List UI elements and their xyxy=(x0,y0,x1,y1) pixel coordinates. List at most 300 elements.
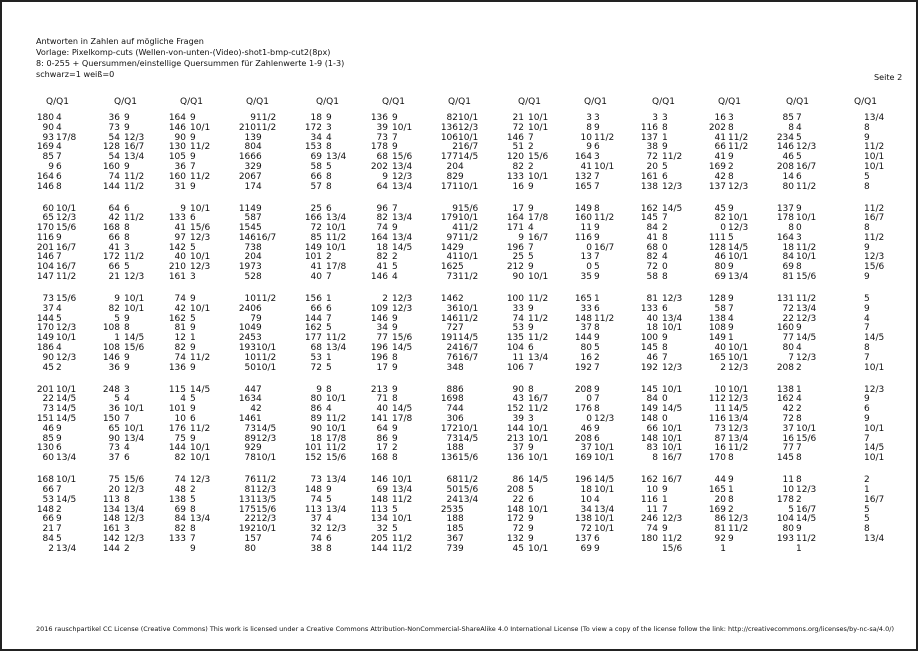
value-quersumme: 2 xyxy=(392,252,398,263)
value-number: 5 xyxy=(788,504,794,515)
value-quersumme: 8 xyxy=(458,394,464,405)
value-number: 135 xyxy=(506,333,524,344)
value-quersumme: 14/5 xyxy=(256,423,277,434)
value-quersumme: 8 xyxy=(796,262,802,273)
value-quersumme: 9 xyxy=(864,272,870,282)
value-quersumme: 2 xyxy=(56,504,62,515)
value-number: 16 xyxy=(580,352,592,363)
value-quersumme: 11/2 xyxy=(662,152,683,163)
value-quersumme: 8 xyxy=(392,394,398,405)
value-number: 146 xyxy=(370,475,388,486)
value-quersumme: 9 xyxy=(528,443,534,454)
value-quersumme: 11/2 xyxy=(256,294,277,305)
value-quersumme: 16/7 xyxy=(458,352,479,363)
value-quersumme: 5 xyxy=(864,171,870,182)
value-quersumme: 4 xyxy=(796,394,802,405)
value-number: 68 xyxy=(310,343,322,353)
column-header: Q/Q1 xyxy=(584,97,607,107)
value-number: 74 xyxy=(646,524,658,535)
value-number: 36 xyxy=(108,404,120,415)
value-quersumme: 13/4 xyxy=(864,533,885,544)
value-quersumme: 10/1 xyxy=(594,443,615,454)
value-quersumme: 9 xyxy=(662,484,668,495)
value-number: 162 xyxy=(168,313,186,324)
value-quersumme: 8 xyxy=(864,181,870,192)
value-quersumme: 2 xyxy=(190,484,196,495)
value-quersumme: 10/1 xyxy=(256,362,277,373)
value-number: 17 xyxy=(244,181,256,192)
value-quersumme: 17/8 xyxy=(326,433,347,444)
value-quersumme: 11/2 xyxy=(458,475,479,486)
value-quersumme: 13/4 xyxy=(796,303,817,314)
value-number: 148 xyxy=(506,504,524,515)
value-quersumme: 9 xyxy=(256,443,262,454)
value-quersumme: 7 xyxy=(594,181,600,192)
value-number: 45 xyxy=(512,543,524,554)
value-number: 10 xyxy=(174,414,186,424)
value-number: 13 xyxy=(244,132,256,143)
value-quersumme: 14/5 xyxy=(728,404,749,415)
value-quersumme: 11/2 xyxy=(864,203,885,214)
value-number: 97 xyxy=(446,232,458,243)
value-quersumme: 11/2 xyxy=(864,232,885,243)
value-quersumme: 7 xyxy=(594,171,600,182)
value-quersumme: 5 xyxy=(392,262,398,273)
value-quersumme: 17/8 xyxy=(326,262,347,273)
value-number: 145 xyxy=(640,343,658,353)
value-quersumme: 9 xyxy=(864,303,870,314)
value-quersumme: 11/2 xyxy=(256,475,277,486)
value-number: 100 xyxy=(506,294,524,305)
value-number: 18 xyxy=(446,443,458,454)
value-number: 46 xyxy=(646,352,658,363)
value-quersumme: 10/1 xyxy=(392,122,413,133)
value-number: 5 xyxy=(114,313,120,324)
value-number: 128 xyxy=(708,242,726,253)
value-number: 133 xyxy=(640,303,658,314)
value-number: 205 xyxy=(370,533,388,544)
value-quersumme: 7 xyxy=(392,132,398,143)
value-quersumme: 14/5 xyxy=(728,242,749,253)
value-quersumme: 2 xyxy=(56,362,62,373)
value-number: 162 xyxy=(776,394,794,405)
value-number: 171 xyxy=(440,181,458,192)
value-quersumme: 1 xyxy=(864,484,870,495)
value-quersumme: 10/1 xyxy=(528,113,549,123)
value-quersumme: 9 xyxy=(728,475,734,486)
value-quersumme: 8 xyxy=(662,232,668,243)
value-number: 8 xyxy=(788,223,794,234)
value-quersumme: 9 xyxy=(528,514,534,525)
value-quersumme: 10/1 xyxy=(864,453,885,464)
value-quersumme: 3 xyxy=(728,113,734,123)
value-quersumme: 9 xyxy=(190,433,196,444)
value-number: 169 xyxy=(708,161,726,172)
value-number: 147 xyxy=(36,272,54,282)
value-number: 197 xyxy=(238,262,256,273)
value-quersumme: 16/7 xyxy=(528,232,549,243)
value-quersumme: 10/1 xyxy=(458,213,479,224)
value-quersumme: 12/3 xyxy=(190,475,211,486)
value-quersumme: 13/4 xyxy=(594,504,615,515)
value-quersumme: 14/5 xyxy=(458,152,479,163)
value-quersumme: 16/7 xyxy=(796,504,817,515)
value-number: 86 xyxy=(714,514,726,525)
value-number: 138 xyxy=(640,181,658,192)
value-number: 42 xyxy=(108,213,120,224)
value-quersumme: 13/4 xyxy=(528,352,549,363)
value-number: 0 xyxy=(586,394,592,405)
value-number: 72 xyxy=(310,362,322,373)
column-header: Q/Q1 xyxy=(382,97,405,107)
value-quersumme: 9 xyxy=(56,232,62,243)
value-quersumme: 8 xyxy=(796,453,802,464)
value-quersumme: 14/5 xyxy=(662,404,683,415)
value-number: 115 xyxy=(168,384,186,395)
value-number: 134 xyxy=(370,514,388,525)
value-quersumme: 2 xyxy=(124,543,130,554)
value-number: 81 xyxy=(174,323,186,334)
value-quersumme: 7 xyxy=(528,362,534,373)
value-quersumme: 10/1 xyxy=(124,303,145,314)
value-number: 85 xyxy=(42,433,54,444)
value-quersumme: 12/3 xyxy=(124,272,145,282)
value-quersumme: 12/3 xyxy=(594,414,615,424)
value-number: 136 xyxy=(440,122,458,133)
value-number: 202 xyxy=(370,161,388,172)
value-quersumme: 10/1 xyxy=(594,453,615,464)
value-quersumme: 10/1 xyxy=(528,171,549,182)
value-number: 170 xyxy=(36,223,54,234)
value-number: 130 xyxy=(36,443,54,454)
value-number: 74 xyxy=(108,171,120,182)
value-quersumme: 1 xyxy=(190,333,196,344)
value-quersumme: 6 xyxy=(796,171,802,182)
value-quersumme: 2 xyxy=(796,362,802,373)
value-quersumme: 9 xyxy=(326,484,332,495)
value-quersumme: 4 xyxy=(256,252,262,263)
value-number: 1 xyxy=(720,543,726,554)
value-quersumme: 1 xyxy=(594,294,600,305)
value-quersumme: 7 xyxy=(458,533,464,544)
value-number: 106 xyxy=(440,132,458,143)
value-number: 20 xyxy=(646,161,658,172)
value-quersumme: 10/1 xyxy=(326,394,347,405)
value-quersumme: 5 xyxy=(256,223,262,234)
value-quersumme: 17/8 xyxy=(392,414,413,424)
value-number: 82 xyxy=(714,213,726,224)
value-number: 40 xyxy=(174,252,186,263)
value-number: 37 xyxy=(42,303,54,314)
value-number: 116 xyxy=(708,414,726,424)
value-number: 72 xyxy=(782,414,794,424)
value-quersumme: 12/3 xyxy=(796,352,817,363)
value-number: 20 xyxy=(714,494,726,505)
value-number: 64 xyxy=(376,423,388,434)
value-quersumme: 13/4 xyxy=(326,213,347,224)
value-quersumme: 10/1 xyxy=(528,272,549,282)
value-quersumme: 9 xyxy=(796,524,802,535)
value-number: 138 xyxy=(574,514,592,525)
value-quersumme: 5 xyxy=(392,524,398,535)
value-number: 136 xyxy=(440,453,458,464)
value-number: 234 xyxy=(776,132,794,143)
value-number: 106 xyxy=(506,362,524,373)
value-number: 75 xyxy=(108,475,120,486)
value-number: 41 xyxy=(646,232,658,243)
value-number: 44 xyxy=(714,475,726,486)
value-quersumme: 9 xyxy=(528,524,534,535)
value-quersumme: 10/1 xyxy=(392,514,413,525)
value-quersumme: 10/1 xyxy=(528,543,549,554)
value-quersumme: 12/3 xyxy=(256,484,277,495)
value-quersumme: 12/3 xyxy=(796,313,817,324)
value-number: 2 xyxy=(382,294,388,305)
value-number: 113 xyxy=(370,504,388,515)
value-number: 146 xyxy=(238,414,256,424)
value-quersumme: 10/1 xyxy=(392,475,413,486)
column-header: Q/Q1 xyxy=(114,97,137,107)
value-number: 76 xyxy=(244,475,256,486)
value-quersumme: 13/4 xyxy=(326,152,347,163)
value-number: 146 xyxy=(238,232,256,243)
value-quersumme: 1 xyxy=(662,494,668,505)
value-number: 172 xyxy=(304,122,322,133)
value-quersumme: 2 xyxy=(256,404,262,415)
value-quersumme: 4 xyxy=(256,181,262,192)
value-number: 11 xyxy=(580,223,592,234)
value-quersumme: 11/2 xyxy=(256,113,277,123)
value-quersumme: 1 xyxy=(728,484,734,495)
value-quersumme: 15/6 xyxy=(796,433,817,444)
value-quersumme: 5 xyxy=(326,362,332,373)
value-number: 191 xyxy=(440,333,458,344)
value-quersumme: 5 xyxy=(594,343,600,353)
value-number: 171 xyxy=(506,223,524,234)
value-number: 146 xyxy=(36,252,54,263)
value-quersumme: 14/5 xyxy=(864,333,885,344)
value-quersumme: 4 xyxy=(662,252,668,263)
value-quersumme: 3 xyxy=(528,414,534,424)
value-number: 35 xyxy=(580,272,592,282)
value-quersumme: 12/3 xyxy=(662,181,683,192)
value-quersumme: 12/3 xyxy=(256,514,277,525)
value-quersumme: 13/4 xyxy=(392,232,413,243)
value-number: 38 xyxy=(310,543,322,554)
value-quersumme: 12/3 xyxy=(190,262,211,273)
value-number: 60 xyxy=(42,453,54,464)
value-quersumme: 9 xyxy=(594,384,600,395)
column-header: Q/Q1 xyxy=(448,97,471,107)
value-quersumme: 10/1 xyxy=(864,161,885,172)
value-number: 152 xyxy=(506,404,524,415)
value-quersumme: 16/7 xyxy=(458,142,479,153)
value-number: 20 xyxy=(244,252,256,263)
value-quersumme: 5 xyxy=(326,494,332,505)
value-number: 93 xyxy=(42,132,54,143)
value-quersumme: 8 xyxy=(864,122,870,133)
value-quersumme: 10/1 xyxy=(56,203,77,214)
value-number: 46 xyxy=(580,423,592,434)
value-quersumme: 12/3 xyxy=(190,232,211,243)
value-number: 193 xyxy=(238,343,256,353)
value-number: 80 xyxy=(782,524,794,535)
value-quersumme: 7 xyxy=(326,313,332,324)
value-number: 92 xyxy=(714,533,726,544)
value-quersumme: 10/1 xyxy=(256,343,277,353)
value-quersumme: 10/1 xyxy=(124,404,145,415)
value-number: 11 xyxy=(714,404,726,415)
value-number: 17 xyxy=(512,203,524,214)
value-number: 1 xyxy=(114,333,120,344)
value-number: 77 xyxy=(782,333,794,344)
value-quersumme: 9 xyxy=(190,152,196,163)
value-quersumme: 9 xyxy=(864,414,870,424)
value-quersumme: 6 xyxy=(56,171,62,182)
value-number: 45 xyxy=(714,203,726,214)
value-quersumme: 10/1 xyxy=(190,443,211,454)
value-quersumme: 5 xyxy=(56,533,62,544)
value-number: 192 xyxy=(238,524,256,535)
value-number: 18 xyxy=(446,514,458,525)
header-legend: schwarz=1 weiß=0 xyxy=(36,69,115,79)
value-quersumme: 9 xyxy=(124,352,130,363)
value-quersumme: 11/2 xyxy=(256,352,277,363)
value-number: 90 xyxy=(174,132,186,143)
value-quersumme: 0 xyxy=(662,414,668,424)
value-number: 166 xyxy=(238,152,256,163)
value-number: 73 xyxy=(108,122,120,133)
value-quersumme: 5 xyxy=(796,152,802,163)
value-quersumme: 10/1 xyxy=(662,423,683,434)
column-header: Q/Q1 xyxy=(246,97,269,107)
value-quersumme: 16/7 xyxy=(662,475,683,486)
value-quersumme: 11/2 xyxy=(728,443,749,454)
value-number: 74 xyxy=(174,352,186,363)
value-number: 144 xyxy=(168,443,186,454)
value-number: 41 xyxy=(714,152,726,163)
value-quersumme: 9 xyxy=(190,543,196,554)
value-quersumme: 10/1 xyxy=(190,252,211,263)
value-number: 109 xyxy=(370,303,388,314)
value-number: 196 xyxy=(370,343,388,353)
value-number: 58 xyxy=(244,213,256,224)
value-number: 160 xyxy=(776,323,794,334)
value-number: 85 xyxy=(42,152,54,163)
value-quersumme: 11/2 xyxy=(594,132,615,143)
value-quersumme: 9 xyxy=(392,113,398,123)
value-quersumme: 10/1 xyxy=(124,294,145,305)
column-header: Q/Q1 xyxy=(718,97,741,107)
value-quersumme: 8 xyxy=(326,181,332,192)
value-quersumme: 12/3 xyxy=(56,323,77,334)
value-quersumme: 10/1 xyxy=(528,122,549,133)
value-number: 160 xyxy=(168,171,186,182)
header-title: Antworten in Zahlen auf mögliche Fragen xyxy=(36,36,204,46)
value-number: 80 xyxy=(244,543,256,554)
value-number: 80 xyxy=(244,142,256,153)
value-quersumme: 5 xyxy=(326,323,332,334)
value-quersumme: 0 xyxy=(796,223,802,234)
value-number: 18 xyxy=(310,113,322,123)
value-quersumme: 10/1 xyxy=(326,242,347,253)
value-number: 72 xyxy=(646,152,658,163)
value-number: 137 xyxy=(640,132,658,143)
value-number: 9 xyxy=(518,232,524,243)
value-quersumme: 14/5 xyxy=(392,404,413,415)
value-number: 104 xyxy=(238,323,256,334)
value-quersumme: 8 xyxy=(662,343,668,353)
column-header: Q/Q1 xyxy=(786,97,809,107)
value-number: 18 xyxy=(376,242,388,253)
value-quersumme: 16/7 xyxy=(796,161,817,172)
value-quersumme: 4 xyxy=(594,494,600,505)
value-quersumme: 15/6 xyxy=(864,262,885,273)
value-quersumme: 9 xyxy=(796,323,802,334)
value-quersumme: 9 xyxy=(528,533,534,544)
value-quersumme: 7 xyxy=(528,132,534,143)
value-quersumme: 10/1 xyxy=(864,152,885,163)
value-number: 66 xyxy=(42,514,54,525)
value-quersumme: 15/6 xyxy=(256,504,277,515)
value-quersumme: 11/2 xyxy=(458,223,479,234)
value-number: 34 xyxy=(376,323,388,334)
value-number: 21 xyxy=(42,524,54,535)
value-number: 44 xyxy=(244,384,256,395)
value-quersumme: 12/3 xyxy=(256,433,277,444)
value-quersumme: 5 xyxy=(190,494,196,505)
value-quersumme: 9 xyxy=(190,343,196,353)
value-quersumme: 10/1 xyxy=(56,475,77,486)
value-quersumme: 2 xyxy=(728,161,734,172)
value-quersumme: 15/6 xyxy=(124,343,145,353)
value-quersumme: 14/5 xyxy=(458,433,479,444)
value-quersumme: 9 xyxy=(392,323,398,334)
value-quersumme: 15/6 xyxy=(124,475,145,486)
value-quersumme: 3 xyxy=(190,272,196,282)
value-number: 74 xyxy=(174,294,186,305)
value-number: 164 xyxy=(506,213,524,224)
value-quersumme: 3 xyxy=(594,113,600,123)
value-quersumme: 14/5 xyxy=(458,333,479,344)
value-quersumme: 9 xyxy=(190,404,196,415)
value-number: 73 xyxy=(244,242,256,253)
value-number: 10 xyxy=(714,384,726,395)
value-quersumme: 13/4 xyxy=(56,543,77,554)
value-number: 100 xyxy=(640,333,658,344)
value-quersumme: 6 xyxy=(124,453,130,464)
value-number: 84 xyxy=(42,533,54,544)
value-number: 46 xyxy=(42,423,54,434)
value-quersumme: 14/5 xyxy=(392,343,413,353)
value-quersumme: 13/4 xyxy=(458,494,479,505)
value-quersumme: 0 xyxy=(662,242,668,253)
value-number: 202 xyxy=(708,122,726,133)
column-header: Q/Q1 xyxy=(46,97,69,107)
value-quersumme: 4 xyxy=(392,272,398,282)
value-quersumme: 9 xyxy=(256,323,262,334)
value-number: 41 xyxy=(446,252,458,263)
value-quersumme: 7 xyxy=(56,252,62,263)
value-quersumme: 9 xyxy=(256,132,262,143)
value-number: 7 xyxy=(788,352,794,363)
value-number: 148 xyxy=(36,504,54,515)
value-number: 10 xyxy=(244,352,256,363)
value-quersumme: 3 xyxy=(796,232,802,243)
value-quersumme: 7 xyxy=(56,484,62,495)
value-number: 145 xyxy=(640,384,658,395)
value-number: 41 xyxy=(376,262,388,273)
